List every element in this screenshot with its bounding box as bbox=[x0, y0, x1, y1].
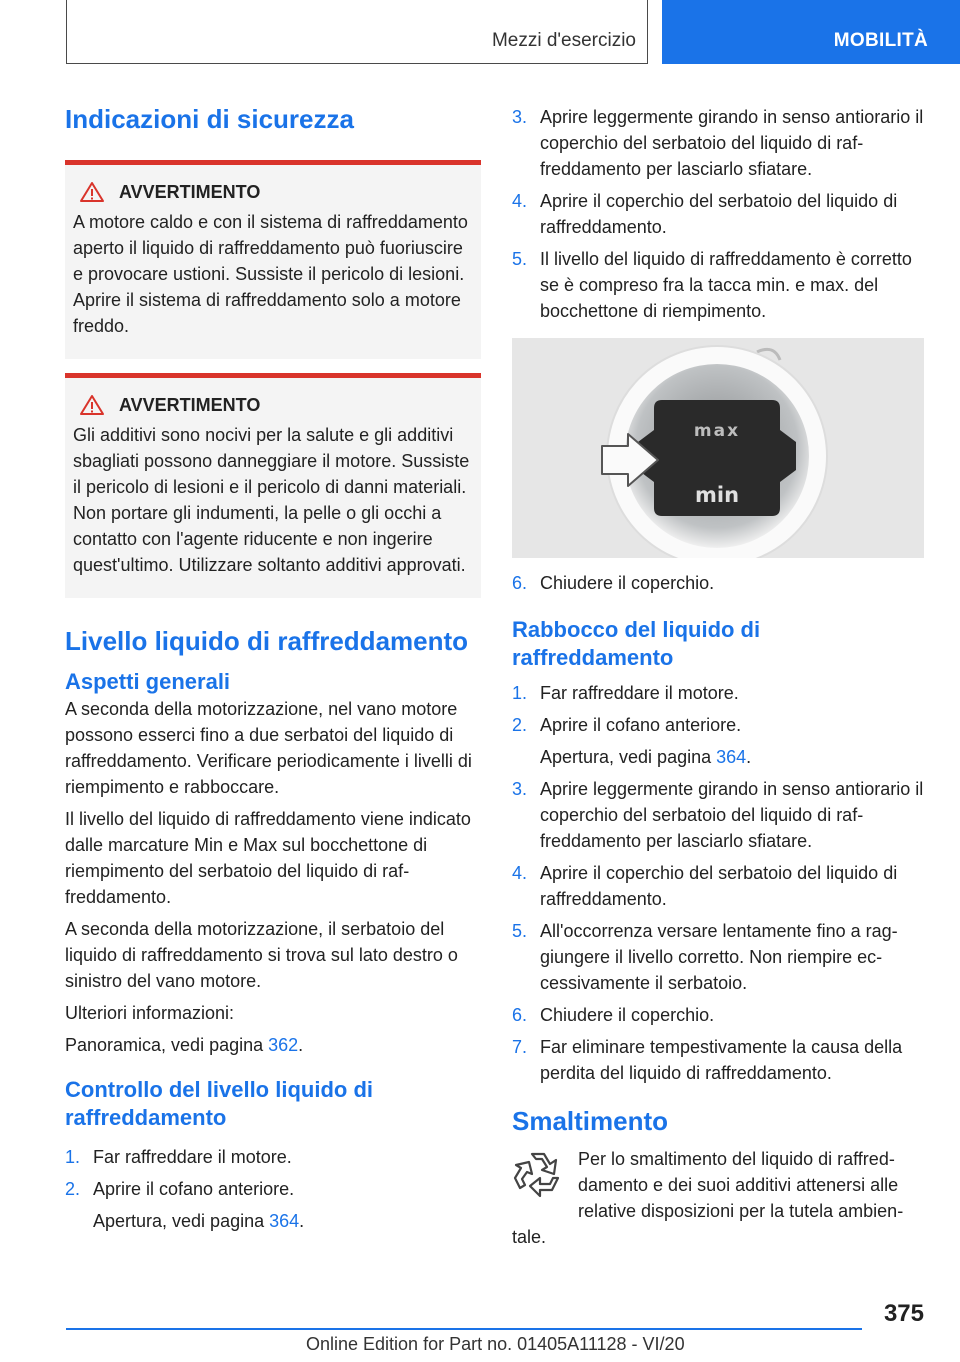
warning-text: Gli additivi sono nocivi per la salute e gli additivi sbagliati possono danneggiare il motore. Sussiste il pericolo di lesioni e il pericolo di danni materiali. Non portare gli indumenti, la pelle o gli occhi a contatto con l'agente riducente e non ingerire quest'ultimo. Utilizzare soltanto additivi approvati. bbox=[73, 425, 470, 575]
warning-icon bbox=[79, 181, 105, 203]
safety-title: Indicazioni di sicurezza bbox=[65, 104, 354, 134]
list-item: 5. Il livello del liquido di raffreddamento è corretto se è compreso fra la tacca min. e max. del bocchettone di riempimento. bbox=[512, 249, 912, 321]
list-item: 1. Far raffreddare il motore. bbox=[512, 683, 739, 703]
list-item: 5. All'occorrenza versare lentamente fino a raggiungere il livello corretto. Non riempire eccessivamente il serbatoio. bbox=[512, 921, 898, 993]
general-paragraph: Ulteriori informazioni: bbox=[65, 1003, 235, 1023]
warning-text: A motore caldo e con il sistema di raffreddamento aperto il liquido di raffreddamento può fuoriuscire e provocare ustioni. Sussiste il pericolo di lesioni. Aprire il sistema di raffreddamento solo a motore freddo. bbox=[73, 212, 468, 336]
recycle-icon bbox=[512, 1148, 564, 1198]
warning-label: AVVERTIMENTO bbox=[119, 394, 261, 415]
left-column bbox=[65, 104, 481, 1240]
right-column bbox=[512, 104, 924, 1250]
list-item: 1. Far raffreddare il motore. bbox=[65, 1147, 292, 1167]
list-item: 3. Aprire leggermente girando in senso antiorario il coperchio del serbatoio del liquido di raffreddamento per lasciarlo sfiatare. bbox=[512, 107, 924, 179]
top-up-title: Rabbocco del liquido di raffreddamento bbox=[512, 617, 761, 670]
page-link[interactable]: 364 bbox=[716, 747, 747, 767]
coolant-cap-illustration bbox=[512, 338, 924, 558]
list-item: 4. Aprire il coperchio del serbatoio del liquido di raffreddamento. bbox=[512, 191, 898, 237]
page-number: 375 bbox=[883, 1300, 924, 1327]
min-marking: min bbox=[694, 483, 740, 507]
disposal-block bbox=[512, 1146, 924, 1250]
warning-box bbox=[65, 373, 481, 598]
page-link[interactable]: 362 bbox=[268, 1035, 299, 1055]
header-section: Mezzi d'esercizio bbox=[491, 30, 636, 51]
opening-reference: Apertura, vedi pagina 364. bbox=[93, 1211, 305, 1231]
list-item: 3. Aprire leggermente girando in senso antiorario il coperchio del serbatoio del liquido di raffreddamento per lasciarlo sfiatare. bbox=[512, 779, 924, 851]
general-title: Aspetti generali bbox=[65, 669, 231, 694]
footer-divider bbox=[66, 1328, 862, 1330]
list-item: 6. Chiudere il coperchio. bbox=[512, 1005, 715, 1025]
list-item: 4. Aprire il coperchio del serbatoio del liquido di raffreddamento. bbox=[512, 863, 898, 909]
warning-box bbox=[65, 160, 481, 359]
overview-reference: Panoramica, vedi pagina 362. bbox=[65, 1035, 304, 1055]
list-item: 7. Far eliminare tempestivamente la causa della perdita del liquido di raffreddamento. bbox=[512, 1037, 903, 1083]
general-paragraph: A seconda della motorizzazione, il serbatoio del liquido di raffreddamento si trova sul lato destro o sinistro del vano motore. bbox=[65, 919, 458, 991]
general-paragraph: Il livello del liquido di raffreddamento viene indicato dalle marcature Min e Max sul bocchettone di riempimento del serbatoio del liquido di raffreddamento. bbox=[65, 809, 471, 907]
opening-reference: Apertura, vedi pagina 364. bbox=[540, 747, 752, 767]
check-title: Controllo del livello liquido di raffreddamento bbox=[65, 1077, 373, 1130]
page-link[interactable]: 364 bbox=[269, 1211, 300, 1231]
disposal-text: Per lo smaltimento del liquido di raffreddamento e dei suoi additivi attenersi alle relative disposizioni per la tutela ambientale. bbox=[512, 1149, 904, 1247]
list-item: 2. Aprire il cofano anteriore. bbox=[512, 715, 742, 735]
level-title: Livello liquido di raffreddamento bbox=[65, 626, 469, 656]
edition-note: Online Edition for Part no. 01405A11128 - VI/20 bbox=[306, 1334, 685, 1354]
chapter-tab[interactable] bbox=[662, 0, 960, 64]
general-paragraph: A seconda della motorizzazione, nel vano motore possono esserci fino a due serbatoi del liquido di raffreddamento. Verificare periodicamente i livelli di riempimento e rabboccare. bbox=[65, 699, 472, 797]
warning-label: AVVERTIMENTO bbox=[119, 181, 261, 202]
list-item: 2. Aprire il cofano anteriore. bbox=[65, 1179, 295, 1199]
disposal-title: Smaltimento bbox=[512, 1106, 669, 1136]
warning-icon bbox=[79, 394, 105, 416]
list-item: 6. Chiudere il coperchio. bbox=[512, 573, 715, 593]
max-marking: max bbox=[693, 421, 741, 441]
coolant-cap-image bbox=[512, 338, 924, 558]
chapter-label: MOBILITÀ bbox=[833, 30, 928, 51]
